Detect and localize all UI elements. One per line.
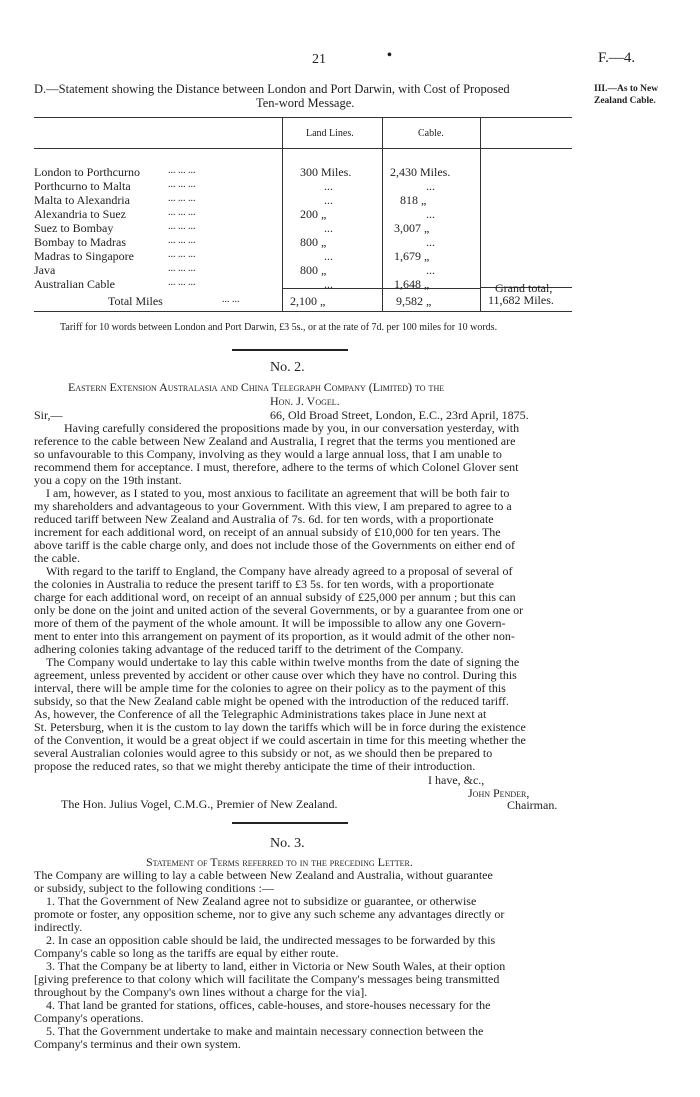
column-header-land-lines: Land Lines. (306, 128, 354, 139)
letter-line: so unfavourable to this Company, involving as they would a large annual loss, that I am unable to (34, 447, 502, 461)
route-label: Java (34, 263, 56, 277)
route-label: Madras to Singapore (34, 249, 134, 263)
terms-line: Company's terminus and their own system. (34, 1037, 241, 1051)
cable-value: ... (426, 179, 435, 193)
terms-line: 2. In case an opposition cable should be laid, the undirected messages to be forwarded by this (46, 933, 496, 947)
cable-value: ... (426, 235, 435, 249)
cable-value: 3,007 „ (394, 221, 430, 235)
margin-note-line2: Zealand Cable. (594, 96, 656, 106)
route-label: Porthcurno to Malta (34, 179, 131, 193)
land-lines-value: ... (324, 249, 333, 263)
letter-line: the colonies in Australia to reduce the present tariff to £3 5s. for ten words, with a proportionate (34, 577, 494, 591)
letter-line: reference to the cable between New Zealand and Australia, I regret that the terms you mentioned are (34, 434, 516, 448)
letter-line: more of them of the payment of the whole amount. It will be impossible to allow any one Govern- (34, 616, 506, 630)
letter-line: Having carefully considered the propositions made by you, in our conversation yesterday, with (64, 421, 520, 435)
section-divider (232, 822, 348, 824)
terms-line: Company's cable so long as the tariffs are equal by either route. (34, 946, 339, 960)
cable-value: 1,648 „ (394, 277, 430, 291)
section-divider (232, 349, 348, 351)
terms-line: 4. That land be granted for stations, offices, cable-houses, and store-houses necessary for the (46, 998, 491, 1012)
letter-subtitle: Eastern Extension Australasia and China Telegraph Company (Limited) to the (68, 380, 445, 394)
letter-line: the cable. (34, 551, 80, 565)
terms-line: 5. That the Government undertake to make and maintain necessary connection between the (46, 1024, 484, 1038)
letter-line: several Australian colonies would agree to this subsidy or not, as we should then be prepared to (34, 746, 493, 760)
terms-line: The Company are willing to lay a cable between New Zealand and Australia, without guarantee (34, 868, 493, 882)
route-label: Alexandria to Suez (34, 207, 126, 221)
margin-note-line1: III.—As to New (594, 84, 659, 94)
land-lines-value: 200 „ (300, 207, 327, 221)
page-number: 21 (312, 52, 326, 67)
document-reference: F.—4. (598, 50, 636, 66)
letter-line: only be done on the joint and united action of the several Governments, or by a guarantee from one or (34, 603, 524, 617)
letter-line: my shareholders and advantageous to your Government. With this view, I am prepared to agree to a (34, 499, 512, 513)
letter-line: adhering colonies taking advantage of the reduced tariff to the detriment of the Company. (34, 642, 464, 656)
terms-line: promote or foster, any opposition scheme, nor to give any such scheme any advantages directly or (34, 907, 505, 921)
land-lines-value: ... (324, 221, 333, 235)
letter-line: St. Petersburg, when it is the custom to lay down the tariffs which will be in force during the existence (34, 720, 526, 734)
section-heading-no2: No. 2. (270, 360, 305, 375)
grand-total-label: Grand total, (495, 281, 553, 295)
letter-line: ment to enter into this arrangement on payment of its proportion, as it would admit of the other non- (34, 629, 515, 643)
cable-value: ... (426, 207, 435, 221)
letter-line: you a copy on the 19th instant. (34, 473, 182, 487)
terms-line: 3. That the Company be at liberty to land, either in Victoria or New South Wales, at their option (46, 959, 506, 973)
terms-line: throughout by the Company's own lines without a charge for the via]. (34, 985, 368, 999)
route-label: Australian Cable (34, 277, 115, 291)
letter-recipient: Hon. J. Vogel. (270, 394, 340, 408)
leader-dots: ... ... ... (168, 263, 196, 274)
total-cable: 9,582 „ (396, 294, 432, 308)
statement-title-line1: D.—Statement showing the Distance between London and Port Darwin, with Cost of Proposed (34, 82, 510, 96)
letter-line: of the Convention, it would be a great object if we could ascertain in time for this meeting whether the (34, 733, 526, 747)
header-dot: • (387, 48, 392, 63)
leader-dots: ... ... ... (168, 277, 196, 288)
land-lines-value: 800 „ (300, 263, 327, 277)
letter-line: I am, however, as I stated to you, most anxious to facilitate an agreement that will be both fair to (46, 486, 510, 500)
route-label: Malta to Alexandria (34, 193, 130, 207)
land-lines-value: ... (324, 179, 333, 193)
land-lines-value: ... (324, 193, 333, 207)
letter-line: interval, there will be ample time for the colonies to agree on their policy as to the payment of this (34, 681, 506, 695)
leader-dots: ... ... ... (168, 207, 196, 218)
route-label: Suez to Bombay (34, 221, 114, 235)
terms-line: Company's operations. (34, 1011, 144, 1025)
addressee: The Hon. Julius Vogel, C.M.G., Premier of New Zealand. (61, 797, 338, 811)
letter-closing: I have, &c., (428, 773, 485, 787)
leader-dots: ... ... (222, 294, 240, 305)
signer-name: John Pender, (468, 786, 530, 800)
statement-title-line2: Ten-word Message. (256, 96, 355, 110)
terms-line: 1. That the Government of New Zealand agree not to subsidize or guarantee, or otherwise (46, 894, 477, 908)
letter-line: With regard to the tariff to England, the Company have already agreed to a proposal of several of (46, 564, 513, 578)
letter-line: charge for each additional word, on receipt of an annual subsidy of £25,000 per annum ; but this can (34, 590, 516, 604)
route-label: Bombay to Madras (34, 235, 126, 249)
signer-title: Chairman. (507, 798, 558, 812)
total-land-lines: 2,100 „ (290, 294, 326, 308)
tariff-note: Tariff for 10 words between London and Port Darwin, £3 5s., or at the rate of 7d. per 100 miles for 10 words. (60, 322, 498, 333)
leader-dots: ... ... ... (168, 235, 196, 246)
letter-line: subsidy, so that the New Zealand cable might be opened with the introduction of the reduced tariff. (34, 694, 509, 708)
letter-line: increment for each additional word, on receipt of an annual subsidy of £10,000 for ten years. The (34, 525, 501, 539)
section-heading-no3: No. 3. (270, 836, 305, 851)
route-label: London to Porthcurno (34, 165, 140, 179)
leader-dots: ... ... ... (168, 249, 196, 260)
grand-total-value: 11,682 Miles. (488, 293, 554, 307)
terms-line: or subsidy, subject to the following conditions :— (34, 881, 274, 895)
leader-dots: ... ... ... (168, 165, 196, 176)
land-lines-value: ... (324, 277, 333, 291)
leader-dots: ... ... ... (168, 221, 196, 232)
statement-subtitle: Statement of Terms referred to in the preceding Letter. (146, 855, 413, 869)
leader-dots: ... ... ... (168, 179, 196, 190)
letter-line: The Company would undertake to lay this cable within twelve months from the date of signing the (46, 655, 520, 669)
land-lines-value: 800 „ (300, 235, 327, 249)
letter-line: agreement, unless prevented by accident or other cause over which they have no control. During this (34, 668, 517, 682)
cable-value: 818 „ (400, 193, 427, 207)
terms-line: indirectly. (34, 920, 83, 934)
terms-line: [giving preference to that colony which will facilitate the Company's messages being transmitted (34, 972, 500, 986)
salutation: Sir,— (34, 408, 63, 422)
total-miles-label: Total Miles (108, 294, 163, 308)
leader-dots: ... ... ... (168, 193, 196, 204)
cable-value: 1,679 „ (394, 249, 430, 263)
letter-line: As, however, the Conference of all the Telegraphic Administrations takes place in June next at (34, 707, 487, 721)
letter-line: above tariff is the cable charge only, and does not include those of the Governments on either end of (34, 538, 515, 552)
cable-value: ... (426, 263, 435, 277)
cable-value: 2,430 Miles. (390, 165, 451, 179)
land-lines-value: 300 Miles. (300, 165, 352, 179)
letter-line: recommend them for acceptance. I must, therefore, adhere to the terms of which Colonel Glover sent (34, 460, 519, 474)
sender-address: 66, Old Broad Street, London, E.C., 23rd April, 1875. (270, 408, 529, 422)
letter-line: reduced tariff between New Zealand and Australia of 7s. 6d. for ten words, with a proportionate (34, 512, 494, 526)
column-header-cable: Cable. (418, 128, 444, 139)
letter-line: propose the reduced rates, so that we might thereby anticipate the time of their introduction. (34, 759, 476, 773)
